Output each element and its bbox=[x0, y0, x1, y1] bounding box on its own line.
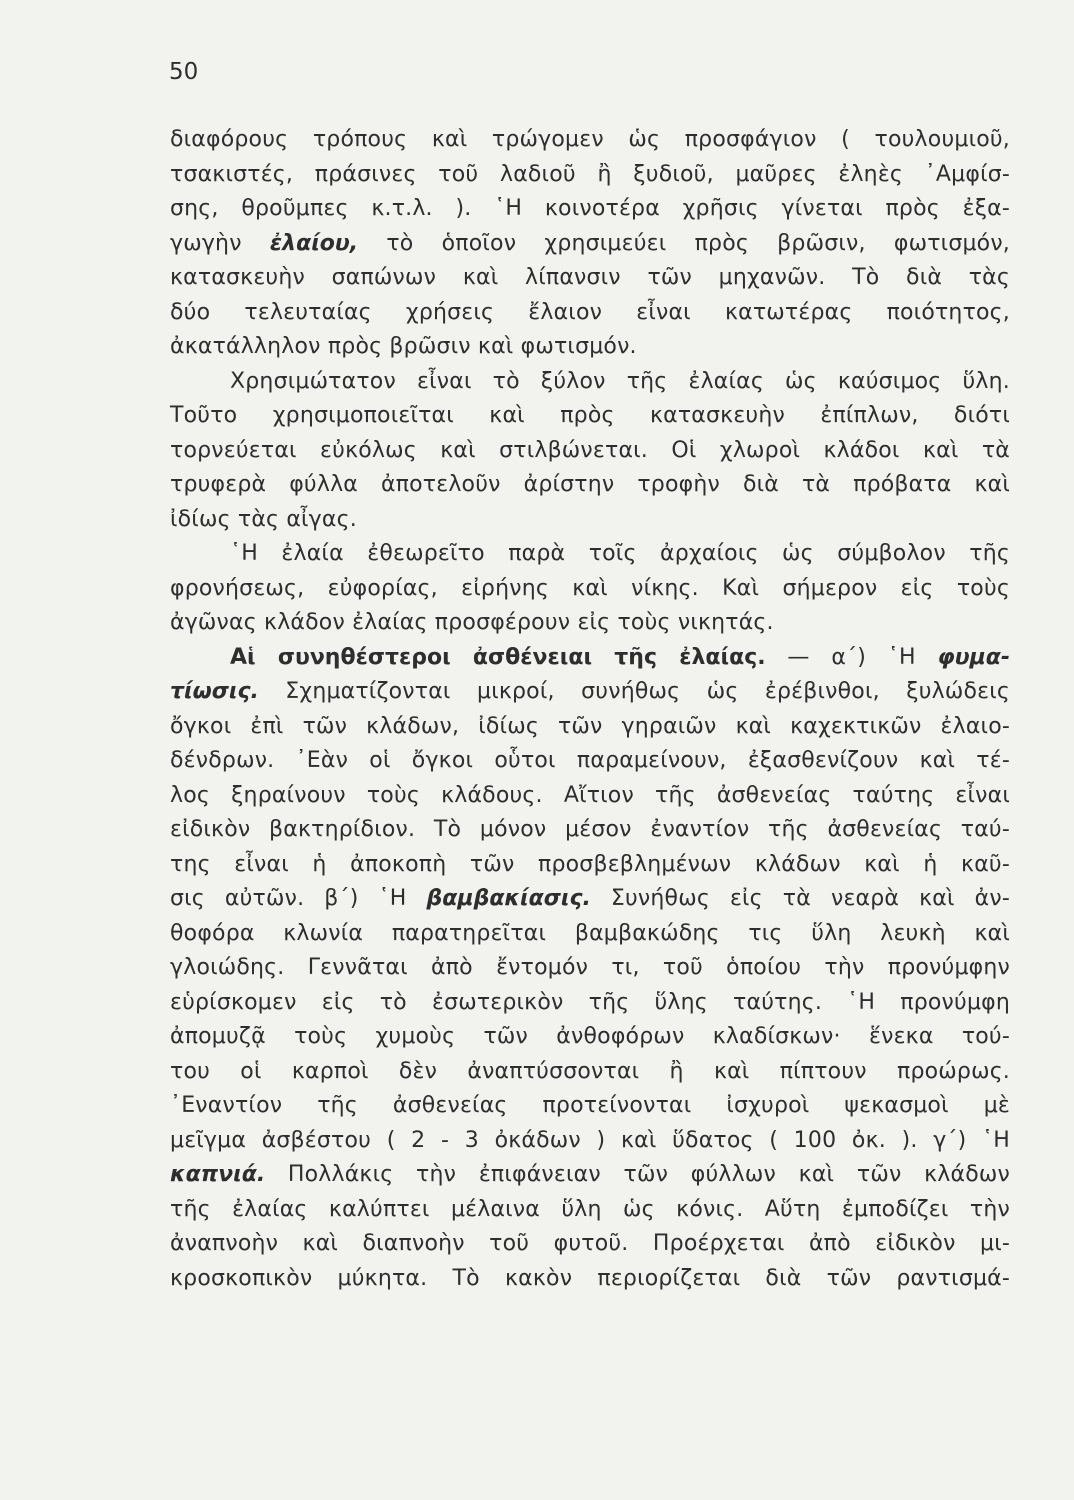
line-text: εὑρίσκομεν εἰς τὸ ἐσωτερικὸν τῆς ὕλης ταύτης. ῾Η προνύμφη bbox=[170, 989, 1010, 1015]
line-text: Σχηματίζονται μικροί, συνήθως ὡς ἐρέβινθοι, ξυλώδεις bbox=[258, 679, 1010, 704]
text-line bbox=[170, 123, 1010, 158]
text-line bbox=[170, 227, 1010, 262]
paragraph-start-line bbox=[170, 365, 1010, 400]
line-text: Τοῦτο χρησιμοποιεῖται καὶ πρὸς κατασκευὴν ἐπίπλων, διότι bbox=[170, 403, 1010, 428]
line-text: του οἱ καρποὶ δὲν ἀναπτύσσονται ἢ καὶ πίπτουν προώρως. bbox=[170, 1058, 1010, 1084]
line-text: ἀναπνοὴν καὶ διαπνοὴν τοῦ φυτοῦ. Προέρχεται ἀπὸ εἰδικὸν μι- bbox=[170, 1231, 1010, 1256]
line-text: κροσκοπικὸν μύκητα. Τὸ κακὸν περιορίζεται διὰ τῶν ραντισμά- bbox=[170, 1265, 1010, 1291]
text-line bbox=[170, 1262, 1010, 1297]
text-line bbox=[170, 1020, 1010, 1055]
line-text: σης, θροῦμπες κ.τ.λ. ). ῾Η κοινοτέρα χρῆσις γίνεται πρὸς ἐξα- bbox=[170, 196, 1010, 221]
text-line bbox=[170, 1193, 1010, 1228]
text-line bbox=[170, 158, 1010, 193]
emphasized-term: ἐλαίου, bbox=[269, 230, 359, 256]
line-text: Χρησιμώτατον εἶναι τὸ ξύλον τῆς ἐλαίας ὡς καύσιμος ὕλη. bbox=[230, 368, 1010, 394]
text-line bbox=[170, 1055, 1010, 1090]
line-text: λος ξηραίνουν τοὺς κλάδους. Αἴτιον τῆς ἀσθενείας ταύτης εἶναι bbox=[170, 782, 1010, 808]
line-text: — α΄) ῾Η bbox=[765, 644, 938, 670]
text-line bbox=[170, 675, 1010, 710]
body-text bbox=[170, 123, 1010, 1296]
text-line bbox=[170, 399, 1010, 434]
line-text: τὸ ὁποῖον χρησιμεύει πρὸς βρῶσιν, φωτισμόν, bbox=[358, 230, 1010, 256]
text-line bbox=[170, 606, 1010, 641]
text-line bbox=[170, 1158, 1010, 1193]
line-text: θοφόρα κλωνία παρατηρεῖται βαμβακώδης τις ὕλη λευκὴ καὶ bbox=[170, 920, 1010, 946]
line-text: γλοιώδης. Γεννᾶται ἀπὸ ἔντομόν τι, τοῦ ὁποίου τὴν προνύμφην bbox=[170, 955, 1010, 980]
paragraph-start-line bbox=[170, 537, 1010, 572]
line-text: ὄγκοι ἐπὶ τῶν κλάδων, ἰδίως τῶν γηραιῶν καὶ καχεκτικῶν ἐλαιο- bbox=[170, 713, 1010, 739]
text-line bbox=[170, 296, 1010, 331]
text-line bbox=[170, 951, 1010, 986]
line-text: ἰδίως τὰς αἶγας. bbox=[170, 506, 357, 532]
text-line bbox=[170, 917, 1010, 952]
text-line bbox=[170, 1124, 1010, 1159]
text-line bbox=[170, 1227, 1010, 1262]
text-line bbox=[170, 261, 1010, 296]
section-heading: Αἱ συνηθέστεροι ἀσθένειαι τῆς ἐλαίας. bbox=[230, 644, 766, 670]
page-number: 50 bbox=[169, 59, 199, 85]
line-text: τῆς ἐλαίας καλύπτει μέλαινα ὕλη ὡς κόνις. Αὕτη ἐμποδίζει τὴν bbox=[170, 1196, 1010, 1222]
text-line bbox=[170, 330, 1010, 365]
line-text: τορνεύεται εὐκόλως καὶ στιλβώνεται. Οἱ χλωροὶ κλάδοι καὶ τὰ bbox=[170, 437, 1010, 463]
line-text: κατασκευὴν σαπώνων καὶ λίπανσιν τῶν μηχανῶν. Τὸ διὰ τὰς bbox=[170, 265, 1010, 290]
text-line bbox=[170, 434, 1010, 469]
paragraph-start-line bbox=[170, 641, 1010, 676]
emphasized-term: βαμβακίασις. bbox=[426, 886, 591, 911]
line-text: εἰδικὸν βακτηρίδιον. Τὸ μόνον μέσον ἐναντίον τῆς ἀσθενείας ταύ- bbox=[170, 817, 1010, 842]
text-line bbox=[170, 1089, 1010, 1124]
line-text: ᾿Εναντίον τῆς ἀσθενείας προτείνονται ἰσχυροὶ ψεκασμοὶ μὲ bbox=[170, 1093, 1010, 1118]
line-text: της εἶναι ἡ ἀποκοπὴ τῶν προσβεβλημένων κλάδων καὶ ἡ καῦ- bbox=[170, 851, 1010, 877]
line-text: ἀγῶνας κλάδον ἐλαίας προσφέρουν εἰς τοὺς νικητάς. bbox=[170, 610, 774, 635]
text-line bbox=[170, 572, 1010, 607]
emphasized-term: τίωσις. bbox=[170, 679, 259, 704]
line-text: ῾Η ἐλαία ἐθεωρεῖτο παρὰ τοῖς ἀρχαίοις ὡς σύμβολον τῆς bbox=[230, 541, 1010, 566]
text-line bbox=[170, 882, 1010, 917]
line-text: γωγὴν bbox=[170, 230, 270, 256]
text-line bbox=[170, 710, 1010, 745]
line-text: ἀπομυζᾷ τοὺς χυμοὺς τῶν ἀνθοφόρων κλαδίσκων· ἕνεκα τού- bbox=[170, 1024, 1010, 1049]
line-text: τσακιστές, πράσινες τοῦ λαδιοῦ ἢ ξυδιοῦ, μαῦρες ἐληὲς ᾿Αμφίσ- bbox=[170, 161, 1010, 187]
line-text: φρονήσεως, εὐφορίας, εἰρήνης καὶ νίκης. Καὶ σήμερον εἰς τοὺς bbox=[170, 575, 1010, 601]
emphasized-term: φυμα- bbox=[937, 644, 1010, 670]
line-text: Πολλάκις τὴν ἐπιφάνειαν τῶν φύλλων καὶ τῶν κλάδων bbox=[265, 1162, 1010, 1187]
line-text: σις αὐτῶν. β΄) ῾Η bbox=[170, 886, 427, 911]
text-line bbox=[170, 848, 1010, 883]
text-line bbox=[170, 468, 1010, 503]
line-text: δύο τελευταίας χρήσεις ἔλαιον εἶναι κατωτέρας ποιότητος, bbox=[170, 299, 1010, 325]
line-text: τρυφερὰ φύλλα ἀποτελοῦν ἀρίστην τροφὴν διὰ τὰ πρόβατα καὶ bbox=[170, 472, 1010, 497]
line-text: μεῖγμα ἀσβέστου ( 2 - 3 ὀκάδων ) καὶ ὕδατος ( 100 ὀκ. ). γ΄) ῾Η bbox=[170, 1127, 1010, 1153]
text-line bbox=[170, 192, 1010, 227]
line-text: ἀκατάλληλον πρὸς βρῶσιν καὶ φωτισμόν. bbox=[170, 334, 637, 359]
line-text: διαφόρους τρόπους καὶ τρώγομεν ὡς προσφάγιον ( τουλουμιοῦ, bbox=[170, 127, 1010, 152]
line-text: Συνήθως εἰς τὰ νεαρὰ καὶ ἀν- bbox=[590, 886, 1010, 911]
text-line bbox=[170, 813, 1010, 848]
text-line bbox=[170, 503, 1010, 538]
emphasized-term: καπνιά. bbox=[170, 1162, 266, 1187]
text-line bbox=[170, 986, 1010, 1021]
line-text: δένδρων. ᾿Εὰν οἱ ὄγκοι οὗτοι παραμείνουν, ἐξασθενίζουν καὶ τέ- bbox=[170, 748, 1010, 773]
text-line bbox=[170, 744, 1010, 779]
text-line bbox=[170, 779, 1010, 814]
